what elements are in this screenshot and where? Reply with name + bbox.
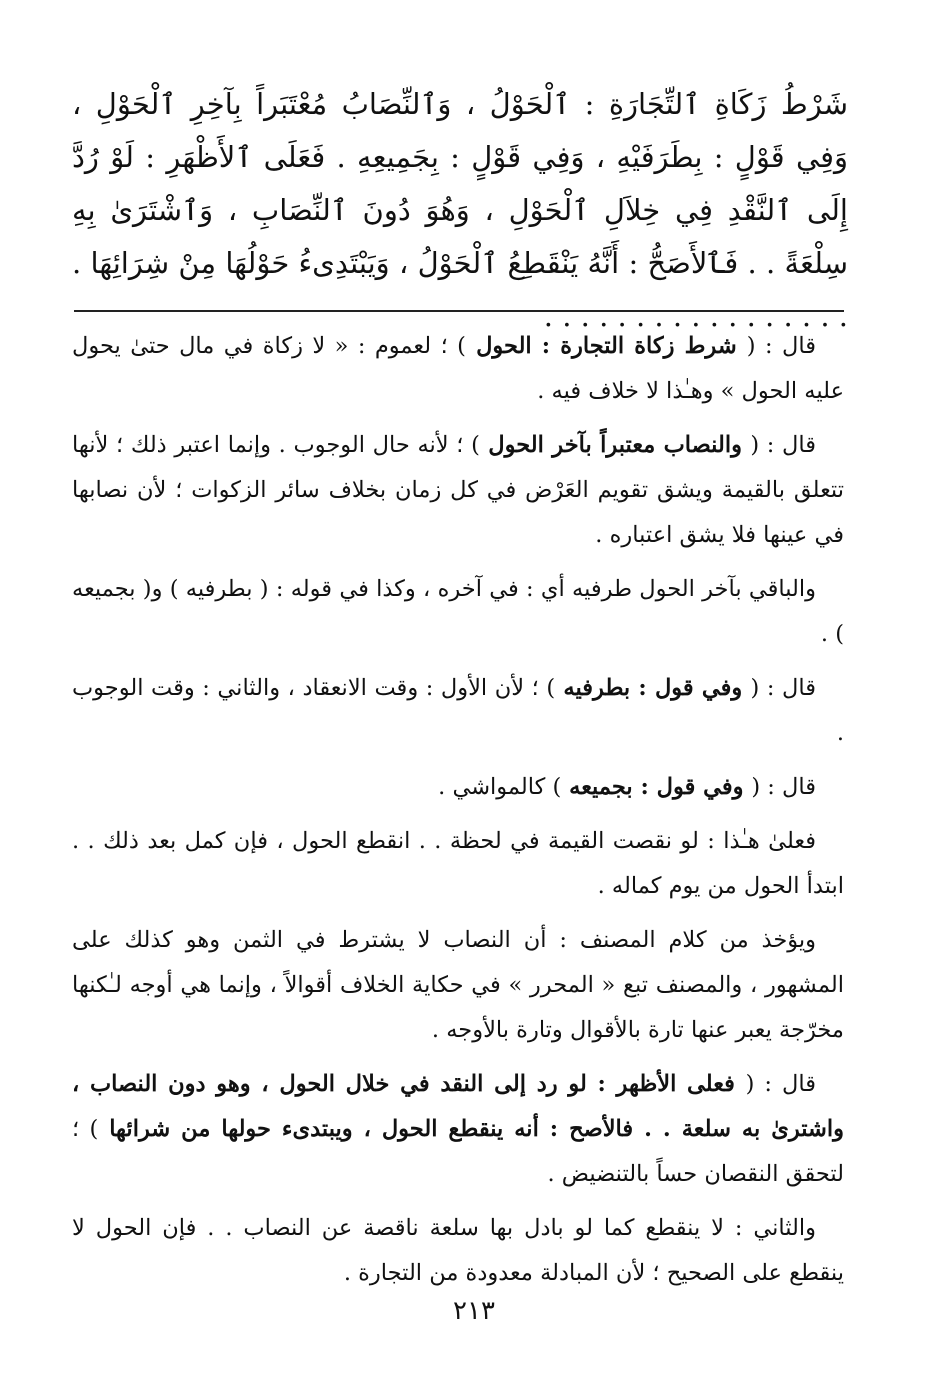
lead-text: قال : ( [746, 333, 816, 359]
sharh-paragraph-1 [72, 324, 844, 414]
commentary-text: ويؤخذ من كلام المصنف : أن النصاب لا يشترط في الثمن وهو كذلك على المشهور ، والمصنف تبع « المحرر » في حكاية الخلاف أقوالاً ، وإنما هي أوجه لـٰكنها مخرّجة يعبر عنها تارة بالأقوال وتارة بالأوجه . [72, 927, 844, 1043]
commentary-text: ) ؛ لأنه حال الوجوب . وإنما اعتبر ذلك ؛ لأنها تتعلق بالقيمة ويشق تقويم العَرْض في كل زمان بخلاف سائر الزكوات ؛ لأن نصابها في عينها فلا يشق اعتباره . [72, 432, 844, 548]
sharh-paragraph-6 [72, 819, 844, 909]
sharh-paragraph-2 [72, 423, 844, 558]
sharh-paragraph-3 [72, 567, 844, 657]
lead-text: قال : ( [750, 432, 817, 458]
quoted-matn: شرط زكاة التجارة : الحول [465, 333, 747, 359]
lead-text: قال : ( [745, 1071, 816, 1097]
sharh-paragraph-4 [72, 666, 844, 756]
page-number: ٢١٣ [453, 1296, 495, 1326]
quoted-matn: وفي قول : بجميعه [561, 774, 752, 800]
commentary-text: ) كالمواشي . [438, 774, 562, 800]
commentary-text: ) ؛ لتحقق النقصان حساً بالتنضيض . [72, 1116, 844, 1187]
lead-text: قال : ( [751, 774, 816, 800]
separator-rule [74, 310, 844, 312]
sharh-commentary [72, 324, 844, 1305]
commentary-text: ) ؛ لعموم : « لا زكاة في مال حتىٰ يحول عليه الحول » وهـٰذا لا خلاف فيه . [72, 333, 844, 404]
matn-text-block [72, 78, 848, 343]
commentary-text: فعلىٰ هـٰذا : لو نقصت القيمة في لحظة . . انقطع الحول ، فإن كمل بعد ذلك . . ابتدأ الحول من يوم كماله . [72, 828, 844, 899]
quoted-matn: وفي قول : بطرفيه [555, 675, 751, 701]
quoted-matn: والنصاب معتبراً بآخر الحول [479, 432, 751, 458]
quoted-matn: فعلى الأظهر : لو رد إلى النقد في خلال الحول ، وهو دون النصاب ، واشترىٰ به سلعة . . فالأصح : أنه ينقطع الحول ، ويبتدىء حولها من شرائها [72, 1071, 845, 1142]
lead-text: قال : ( [750, 675, 816, 701]
sharh-paragraph-7 [72, 918, 844, 1053]
commentary-text: والثاني : لا ينقطع كما لو بادل بها سلعة ناقصة عن النصاب . . فإن الحول لا ينقطع على الصحيح ؛ لأن المبادلة معدودة من التجارة . [72, 1215, 844, 1286]
sharh-paragraph-5 [72, 765, 844, 810]
commentary-text: ) ؛ لأن الأول : وقت الانعقاد ، والثاني : وقت الوجوب . [72, 675, 844, 746]
matn-paragraph: شَرْطُ زَكَاةِ ٱلتِّجَارَةِ : ٱلْحَوْلُ ، وَٱلنِّصَابُ مُعْتَبَراً بِآخِرِ ٱلْحَوْلِ ، وَفِي قَوْلٍ : بِطَرَفَيْهِ ، وَفِي قَوْلٍ : بِجَمِيعِهِ . فَعَلَى ٱلأَظْهَرِ : لَوْ رُدَّ إِلَى ٱلنَّقْدِ فِي خِلاَلِ ٱلْحَوْلِ ، وَهُوَ دُونَ ٱلنِّصَابِ ، وَٱشْتَرَىٰ بِهِ سِلْعَةً . . فَٱلأَصَحُّ : أَنَّهُ يَنْقَطِعُ ٱلْحَوْلُ ، وَيَبْتَدِىءُ حَوْلُهَا مِنْ شِرَائِهَا . . . . . . . . . . . . . . . . . . [72, 87, 848, 333]
commentary-text: والباقي بآخر الحول طرفيه أي : في آخره ، وكذا في قوله : ( بطرفيه ) و( بجميعه ) . [72, 576, 844, 647]
sharh-paragraph-8 [72, 1062, 844, 1197]
sharh-paragraph-9 [72, 1206, 844, 1296]
